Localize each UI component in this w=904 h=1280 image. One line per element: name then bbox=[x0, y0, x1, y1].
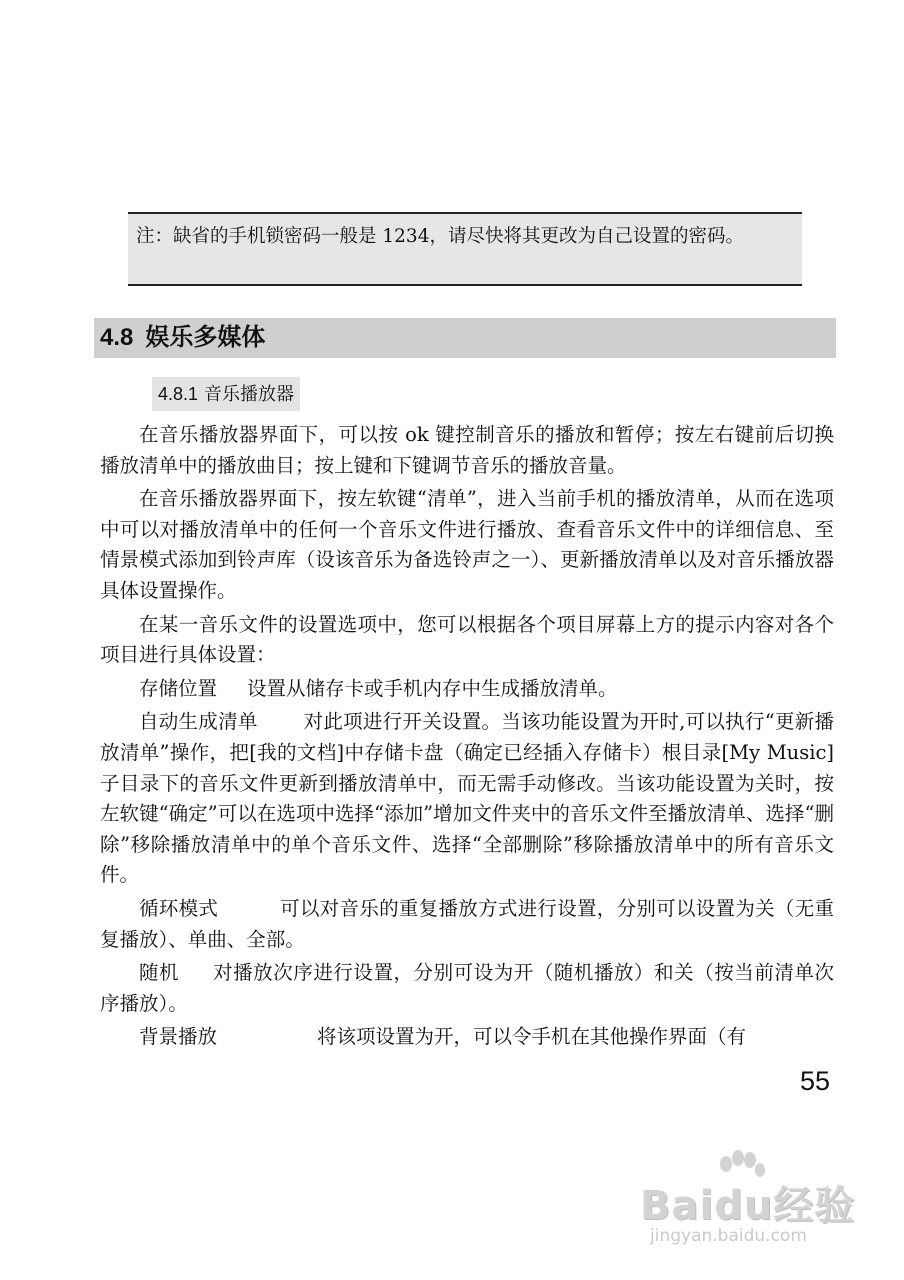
setting-term: 背景播放 bbox=[139, 1025, 218, 1049]
subsection-number: 4.8.1 bbox=[158, 384, 199, 404]
page-number: 55 bbox=[800, 1066, 831, 1096]
section-number: 4.8 bbox=[100, 324, 134, 351]
setting-description: 对此项进行开关设置。当该功能设置为开时,可以执行“更新播放清单”操作，把[我的文档]中存储卡盘（确定已经插入存储卡）根目录[My Music]子目录下的音乐文件更新到播放清单中，而无需手动修改。当该功能设置为关时，按左软键“确定”可以在选项中选择“添加”增加文件夹中的音乐文件至播放清单、选择“删除”移除播放清单中的单个音乐文件、选择“全部删除”移除播放清单中的所有音乐文件。 bbox=[100, 710, 834, 887]
subsection-title: 音乐播放器 bbox=[204, 384, 295, 404]
section-heading bbox=[94, 318, 836, 358]
note-text: 注：缺省的手机锁密码一般是 1234，请尽快将其更改为自己设置的密码。 bbox=[136, 226, 744, 247]
setting-item bbox=[100, 707, 834, 891]
setting-description: 对播放次序进行设置，分别可设为开（随机播放）和关（按当前清单次序播放）。 bbox=[100, 961, 834, 1015]
setting-item bbox=[100, 958, 834, 1019]
watermark-url: jingyan.baidu.com bbox=[650, 1226, 807, 1246]
setting-description: 将该项设置为开，可以令手机在其他操作界面（有 bbox=[317, 1025, 747, 1049]
setting-term: 循环模式 bbox=[139, 896, 219, 920]
paragraph: 在某一音乐文件的设置选项中，您可以根据各个项目屏幕上方的提示内容对各个项目进行具体设置： bbox=[100, 612, 834, 667]
setting-item bbox=[100, 894, 834, 955]
section-title: 娱乐多媒体 bbox=[145, 324, 266, 351]
watermark-brand: Baidu经验 bbox=[640, 1183, 856, 1229]
subsection-heading bbox=[152, 377, 300, 411]
setting-description: 可以对音乐的重复播放方式进行设置，分别可以设置为关（无重复播放）、单曲、全部。 bbox=[100, 896, 834, 951]
setting-item bbox=[100, 1022, 834, 1053]
setting-item bbox=[100, 674, 834, 705]
setting-term: 存储位置 bbox=[139, 676, 218, 700]
paragraph: 在音乐播放器界面下，可以按 ok 键控制音乐的播放和暂停；按左右键前后切换播放清单中的播放曲目；按上键和下键调节音乐的播放音量。 bbox=[100, 423, 834, 477]
setting-term: 自动生成清单 bbox=[139, 710, 258, 734]
setting-term: 随机 bbox=[139, 961, 180, 985]
body-text bbox=[100, 420, 834, 1056]
paragraph: 在音乐播放器界面下，按左软键“清单”，进入当前手机的播放清单，从而在选项中可以对播放清单中的任何一个音乐文件进行播放、查看音乐文件中的详细信息、至情景模式添加到铃声库（设该音乐为备选铃声之一）、更新播放清单以及对音乐播放器具体设置操作。 bbox=[100, 487, 834, 602]
baidu-watermark bbox=[640, 1150, 870, 1250]
note-box bbox=[128, 212, 802, 286]
setting-description: 设置从储存卡或手机内存中生成播放清单。 bbox=[247, 676, 618, 700]
